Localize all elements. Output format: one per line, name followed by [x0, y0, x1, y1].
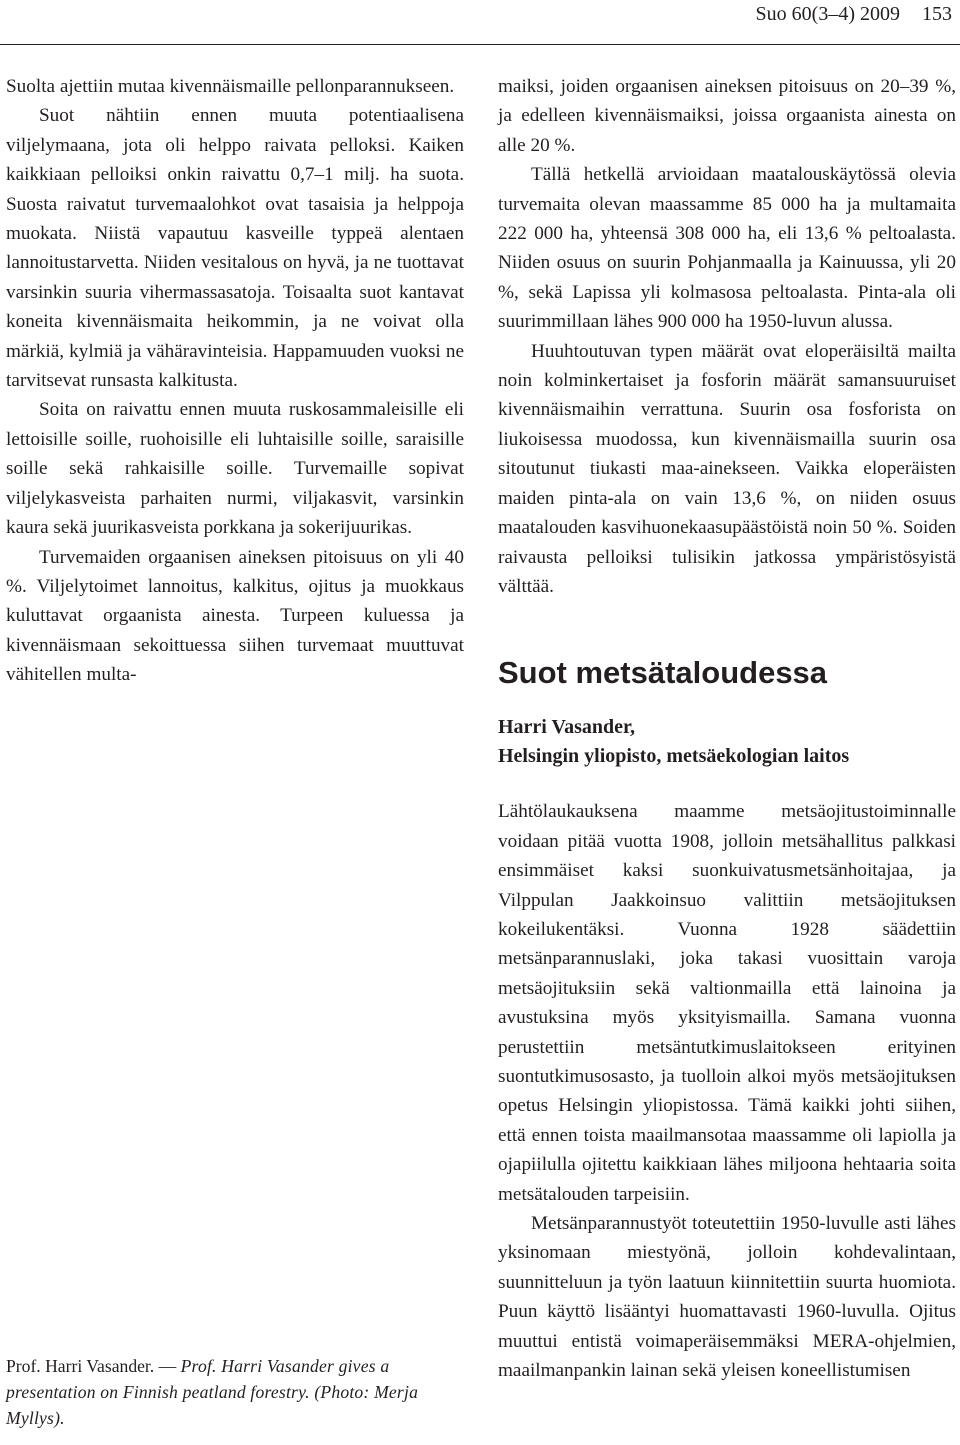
- author-name: Harri Vasander,: [498, 716, 636, 739]
- paragraph: Suolta ajettiin mutaa kivennäismaille pellonparannukseen.: [6, 76, 455, 97]
- paragraph: Lähtölaukauksena maamme metsäojitustoiminnalle voidaan pitää vuotta 1908, jolloin metsähallitus palkkasi ensimmäiset kaksi suonkuivatusmetsänhoitajaa, ja Vilppulan Jaakkoinsuo valittiin metsäojituksen kokeilukentäksi. Vuonna 1928 säädettiin metsänparannuslaki, joka takasi vuosittain varoja metsäojituksiin sekä valtionmailla että lainoina ja avustuksina myös yksityismailla. Samana vuonna perustettiin metsäntutkimuslaitokseen erityinen suontutkimusosasto, ja tuolloin alkoi myös metsäojituksen opetus Helsingin yliopistossa. Tämä kaikki johti siihen, että ennen toista maailmansotaa maassamme oli lapiolla ja ojapiilulla ojitettu kaikkiaan lähes miljoona hehtaaria soita metsätalouden tarpeisiin.: [498, 801, 956, 1205]
- header-rule: [0, 44, 960, 45]
- caption-finnish: Prof. Harri Vasander. —: [6, 1356, 177, 1376]
- photo-caption: [6, 1353, 464, 1431]
- paragraph: Suot nähtiin ennen muuta potentiaalisena viljelymaana, jota oli helppo raivata pelloksi. Kaiken kaikkiaan pelloiksi onkin raivattu 0,7–1 milj. ha suota. Suosta raivatut turvemaalohkot ovat tasaisia ja helppoja muokata. Niistä vapautuu kasveille typpeä alentaen lannoitustarvetta. Niiden vesitalous on hyvä, ja ne tuottavat varsinkin suuria vihermassasatoja. Toisaalta suot kantavat koneita kivennäismaita heikommin, ja ne voivat olla märkiä, kylmiä ja vähäravinteisia. Happamuuden vuoksi ne tarvitsevat runsasta kalkitusta.: [6, 105, 464, 392]
- paragraph: Tällä hetkellä arvioidaan maatalouskäytössä olevia turvemaita olevan maassamme 85 000 ha ja multamaita 222 000 ha, yhteensä 308 000 ha, eli 13,6 % peltoalasta. Niiden osuus on suurin Pohjanmaalla ja Kainuussa, yli 20 %, sekä Lapissa yli kolmasosa peltoalasta. Pinta-ala oli suurimmillaan lähes 900 000 ha 1950-luvun alussa.: [498, 164, 956, 333]
- running-head: [756, 2, 952, 26]
- right-column: [498, 72, 956, 1385]
- caption-english: Prof. Harri Vasander gives a presentation on Finnish peatland forestry. (Photo: Merja Myllys).: [6, 1356, 419, 1428]
- author-block: [498, 713, 956, 771]
- paragraph: Turvemaiden orgaanisen aineksen pitoisuus on yli 40 %. Viljelytoimet lannoitus, kalkitus, ojitus ja muokkaus kuluttavat orgaanista ainesta. Turpeen kuluessa ja kivennäismaan sekoittuessa siihen turvemaat muuttuvat vähitellen multa-: [6, 546, 464, 686]
- section-heading: Suot metsätaloudessa: [498, 655, 828, 691]
- paragraph: Metsänparannustyöt toteutettiin 1950-luvulle asti lähes yksinomaan miestyönä, jolloin kohdevalintaan, suunnitteluun ja työn laatuun kiinnitettiin suurta huomiota. Puun käyttö lisääntyi huomattavasti 1960-luvulla. Ojitus muuttui entistä voimaperäisemmäksi MERA-ohjelmien, maailmanpankin lainan sekä yleisen koneellistumisen: [498, 1213, 956, 1382]
- journal-issue: Suo 60(3–4) 2009: [755, 3, 900, 25]
- paragraph: maiksi, joiden orgaanisen aineksen pitoisuus on 20–39 %, ja edelleen kivennäismaiksi, joissa orgaanista ainesta on alle 20 %.: [498, 76, 956, 156]
- page-number: 153: [922, 3, 952, 25]
- left-column: [6, 72, 464, 690]
- paragraph: Huuhtoutuvan typen määrät ovat eloperäisiltä mailta noin kolminkertaiset ja fosforin määrät samansuuruiset kivennäismaihin verrattuna. Suurin osa fosforista on liukoisessa muodossa, kun kivennäismailla suurin osa sitoutunut tiukasti maa-ainekseen. Vaikka eloperäisten maiden pinta-ala on vain 13,6 %, on niiden osuus maatalouden kasvihuonekaasupäästöistä noin 50 %. Soiden raivausta pelloiksi tulisikin jatkossa ympäristösyistä välttää.: [498, 340, 956, 597]
- author-affiliation: Helsingin yliopisto, metsäekologian laitos: [498, 745, 850, 768]
- paragraph: Soita on raivattu ennen muuta ruskosammaleisille eli lettoisille soille, ruohoisille eli luhtaisille soille, saraisille soille sekä rahkaisille soille. Turvemaille sopivat viljelykasveista parhaiten nurmi, viljakasvit, varsinkin kaura sekä juurikasveista porkkana ja sokerijuurikas.: [6, 399, 464, 539]
